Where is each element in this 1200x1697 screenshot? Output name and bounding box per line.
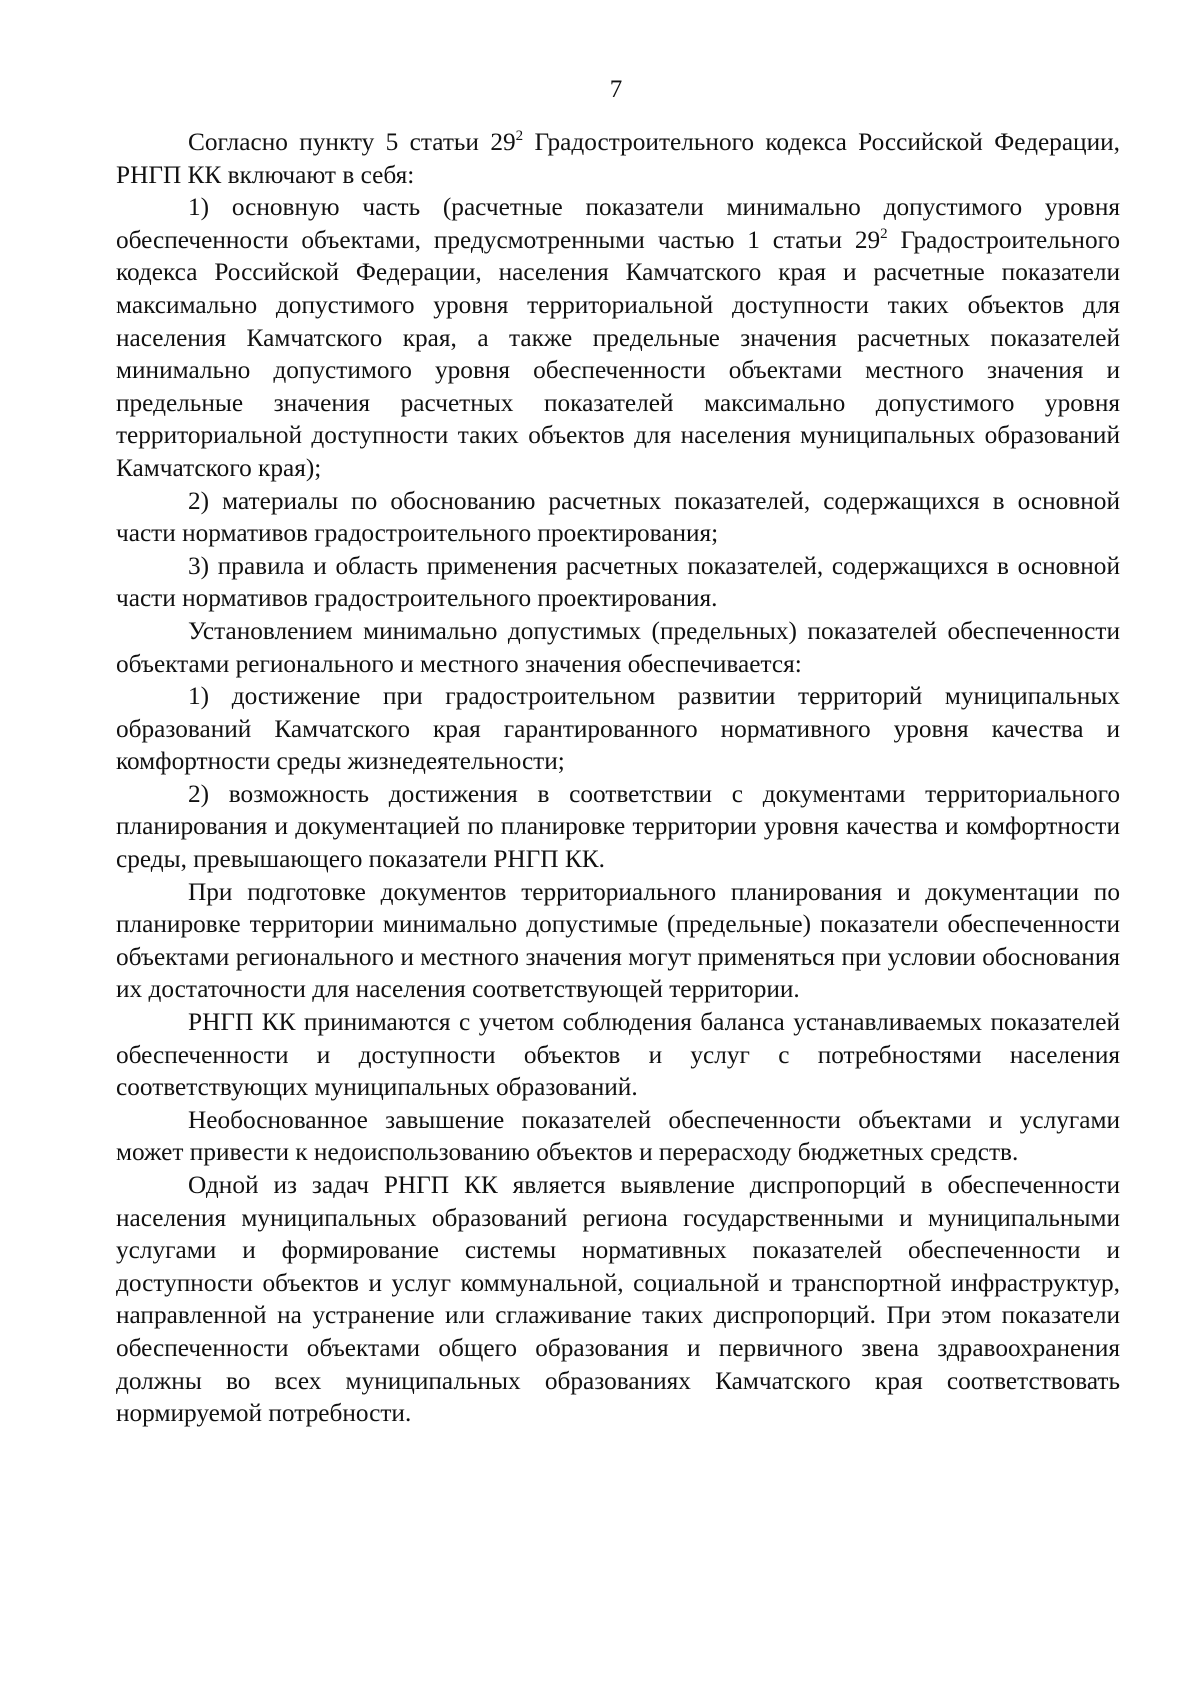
paragraph-text: 2) возможность достижения в соответствии с документами территориального планирования и документацией по планировке территории уровня качества и комфортности среды, превышающего показатели РНГП КК. — [116, 779, 1120, 874]
paragraph-text: 1) достижение при градостроительном развитии территорий муниципальных образований Камчатского края гарантированного нормативного уровня качества и комфортности среды жизнедеятельности; — [116, 682, 1120, 776]
paragraph — [116, 550, 1120, 615]
paragraph — [116, 1104, 1120, 1169]
paragraph — [116, 778, 1120, 876]
paragraph-text: Градостроительного кодекса Российской Федерации, РНГП КК включают в себя: — [116, 128, 1120, 189]
paragraph — [116, 1006, 1120, 1104]
paragraph — [116, 876, 1120, 1006]
paragraph-text: 1) основную часть (расчетные показатели минимально допустимого уровня обеспеченности объектами, предусмотренными частью 1 статьи 29 — [116, 193, 1120, 254]
paragraph — [116, 191, 1120, 484]
paragraph-text: Установлением минимально допустимых (предельных) показателей обеспеченности объектами регионального и местного значения обеспечивается: — [116, 616, 1120, 678]
paragraph-text: Необоснованное завышение показателей обеспеченности объектами и услугами может привести к недоиспользованию объектов и перерасходу бюджетных средств. — [116, 1105, 1120, 1167]
paragraph-text: Согласно пункту 5 статьи 29 — [188, 128, 516, 156]
paragraph-text: Градостроительного кодекса Российской Федерации, населения Камчатского края и расчетные показатели максимально допустимого уровня территориальной доступности таких объектов для населения Камчатского края, а также предельные значения расчетных показателей минимально допустимого уровня обеспеченности объектами местного значения и предельные значения расчетных показателей максимально допустимого уровня территориальной доступности таких объектов для населения муниципальных образований Камчатского края); — [116, 225, 1120, 482]
superscript: 2 — [515, 128, 524, 144]
paragraph-text: При подготовке документов территориального планирования и документации по планировке территории минимально допустимые (предельные) показатели обеспеченности объектами регионального и местного значения могут применяться при условии обоснования их достаточности для населения соответствующей территории. — [116, 877, 1120, 1004]
paragraph-text: 2) материалы по обоснованию расчетных показателей, содержащихся в основной части нормативов градостроительного проектирования; — [116, 486, 1120, 548]
paragraph — [116, 485, 1120, 550]
paragraph — [116, 680, 1120, 778]
paragraph-text: 3) правила и область применения расчетных показателей, содержащихся в основной части нормативов градостроительного проектирования. — [116, 551, 1120, 613]
paragraph-text: РНГП КК принимаются с учетом соблюдения баланса устанавливаемых показателей обеспеченности и доступности объектов и услуг с потребностями населения соответствующих муниципальных образований. — [116, 1008, 1120, 1102]
paragraph — [116, 1169, 1120, 1430]
paragraph — [116, 615, 1120, 680]
page-number: 7 — [609, 76, 623, 103]
paragraph — [116, 126, 1120, 191]
superscript: 2 — [880, 225, 888, 242]
paragraph-text: Одной из задач РНГП КК является выявление диспропорций в обеспеченности населения муниципальных образований региона государственными и муниципальными услугами и формирование системы нормативных показателей обеспеченности и доступности объектов и услуг коммунальной, социальной и транспортной инфраструктур, направленной на устранение или сглаживание таких диспропорций. При этом показатели обеспеченности объектами общего образования и первичного звена здравоохранения должны во всех муниципальных образованиях Камчатского края соответствовать нормируемой потребности. — [116, 1171, 1120, 1428]
document-body — [116, 126, 1120, 1430]
